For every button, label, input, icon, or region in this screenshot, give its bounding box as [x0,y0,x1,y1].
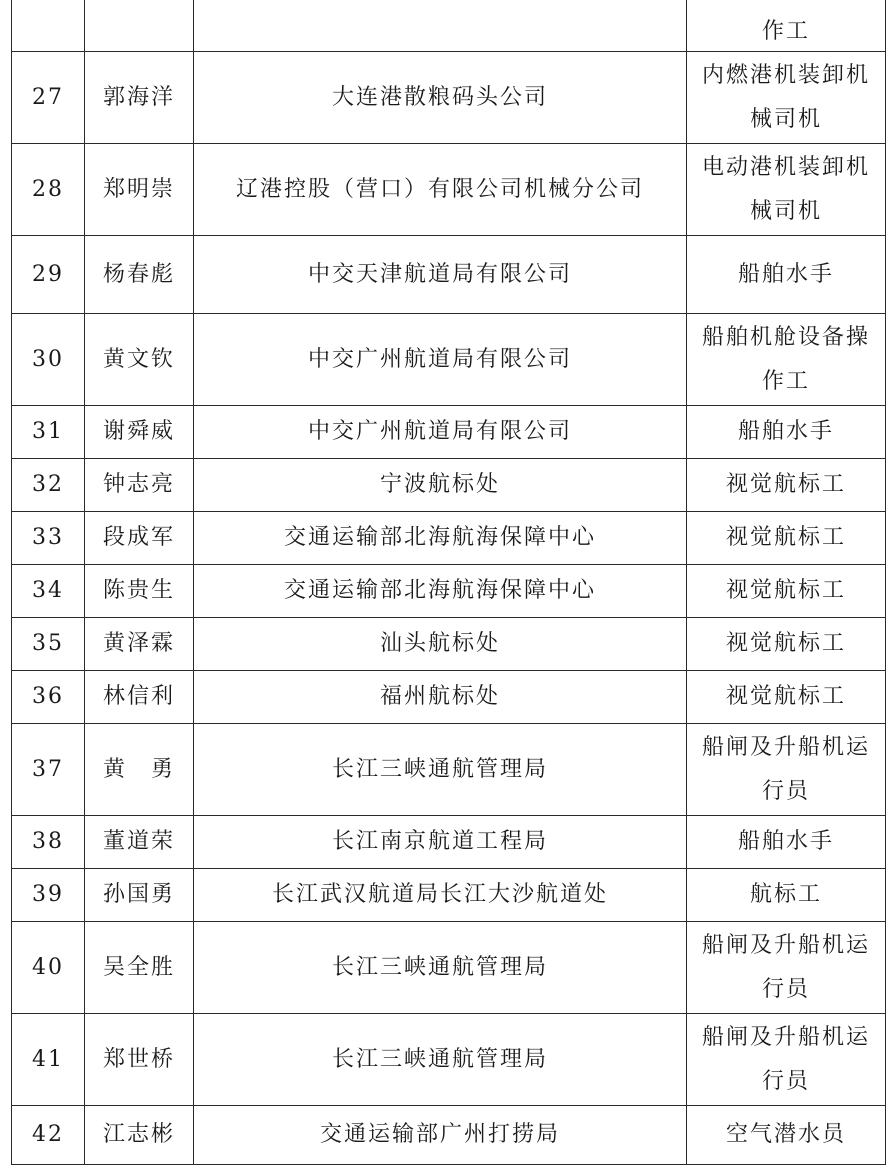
job-text: 视觉航标工 [725,684,846,709]
cell-unit: 中交天津航道局有限公司 [194,236,687,314]
cell-job [687,459,886,512]
cell-name: 吴全胜 [85,922,194,1014]
cell-name: 黄 勇 [85,724,194,816]
cell-job [687,724,886,816]
cell-unit: 福州航标处 [194,671,687,724]
job-text: 视觉航标工 [725,525,846,550]
table-row [12,922,886,1014]
cell-number: 41 [12,1014,85,1106]
cell-job [687,1106,886,1165]
cell-job [687,869,886,922]
cell-name: 林信利 [85,671,194,724]
cell-unit: 交通运输部广州打捞局 [194,1106,687,1165]
cell-number: 28 [12,144,85,236]
cell-job [687,144,886,236]
job-text: 空气潜水员 [725,1122,846,1147]
cell-job [687,0,886,52]
job-text: 作工 [761,19,810,44]
cell-name: 黄泽霖 [85,618,194,671]
cell-job [687,406,886,459]
table-row [12,406,886,459]
cell-unit: 中交广州航道局有限公司 [194,314,687,406]
cell-number: 39 [12,869,85,922]
table-row [12,512,886,565]
cell-number: 38 [12,816,85,869]
cell-name: 郭海洋 [85,52,194,144]
cell-name: 谢舜威 [85,406,194,459]
table-row-partial [12,0,886,52]
job-text: 内燃港机装卸机械司机 [701,62,870,132]
roster-table [11,0,886,1165]
job-text: 船闸及升船机运行员 [701,932,870,1002]
cell-unit: 长江南京航道工程局 [194,816,687,869]
cell-job [687,618,886,671]
cell-unit: 大连港散粮码头公司 [194,52,687,144]
cell-unit: 交通运输部北海航海保障中心 [194,512,687,565]
cell-number: 32 [12,459,85,512]
job-text: 电动港机装卸机械司机 [701,154,870,224]
cell-number: 30 [12,314,85,406]
job-text: 船闸及升船机运行员 [701,1024,870,1094]
cell-unit: 辽港控股（营口）有限公司机械分公司 [194,144,687,236]
cell-name: 郑明崇 [85,144,194,236]
cell-job [687,512,886,565]
cell-name: 段成军 [85,512,194,565]
table-row [12,236,886,314]
job-text: 船闸及升船机运行员 [701,734,870,804]
cell-number: 42 [12,1106,85,1165]
table-row [12,1106,886,1165]
job-text: 船舶机舱设备操作工 [701,324,870,394]
cell-name: 黄文钦 [85,314,194,406]
cell-name: 董道荣 [85,816,194,869]
cell-number: 31 [12,406,85,459]
table-row [12,52,886,144]
cell-name: 江志彬 [85,1106,194,1165]
cell-number: 37 [12,724,85,816]
cell-number: 29 [12,236,85,314]
cell-unit: 长江武汉航道局长江大沙航道处 [194,869,687,922]
cell-name: 孙国勇 [85,869,194,922]
table-row [12,459,886,512]
cell-name: 陈贵生 [85,565,194,618]
cell-unit: 长江三峡通航管理局 [194,922,687,1014]
table-row [12,724,886,816]
cell-job [687,52,886,144]
cell-name: 郑世桥 [85,1014,194,1106]
table-row [12,618,886,671]
table-row [12,671,886,724]
cell-number: 34 [12,565,85,618]
cell-unit: 汕头航标处 [194,618,687,671]
cell-unit: 宁波航标处 [194,459,687,512]
cell-job [687,671,886,724]
cell-job [687,922,886,1014]
table-row [12,144,886,236]
cell-number: 33 [12,512,85,565]
table-row [12,565,886,618]
cell-unit: 长江三峡通航管理局 [194,724,687,816]
cell-name: 杨春彪 [85,236,194,314]
job-text: 船舶水手 [737,261,834,287]
cell-job [687,816,886,869]
cell-name [85,0,194,52]
cell-job [687,314,886,406]
cell-job [687,236,886,314]
cell-name: 钟志亮 [85,459,194,512]
cell-number: 27 [12,52,85,144]
table-row [12,1014,886,1106]
job-text: 视觉航标工 [725,631,846,656]
job-text: 航标工 [749,882,822,907]
job-text: 船舶水手 [737,419,834,444]
cell-number: 40 [12,922,85,1014]
job-text: 视觉航标工 [725,578,846,603]
cell-job [687,1014,886,1106]
cell-unit: 长江三峡通航管理局 [194,1014,687,1106]
cell-job [687,565,886,618]
cell-number: 35 [12,618,85,671]
cell-unit [194,0,687,52]
cell-unit: 中交广州航道局有限公司 [194,406,687,459]
job-text: 船舶水手 [737,829,834,854]
cell-unit: 交通运输部北海航海保障中心 [194,565,687,618]
table-row [12,816,886,869]
job-text: 视觉航标工 [725,472,846,497]
table-row [12,314,886,406]
table-row [12,869,886,922]
cell-number: 36 [12,671,85,724]
cell-number [12,0,85,52]
